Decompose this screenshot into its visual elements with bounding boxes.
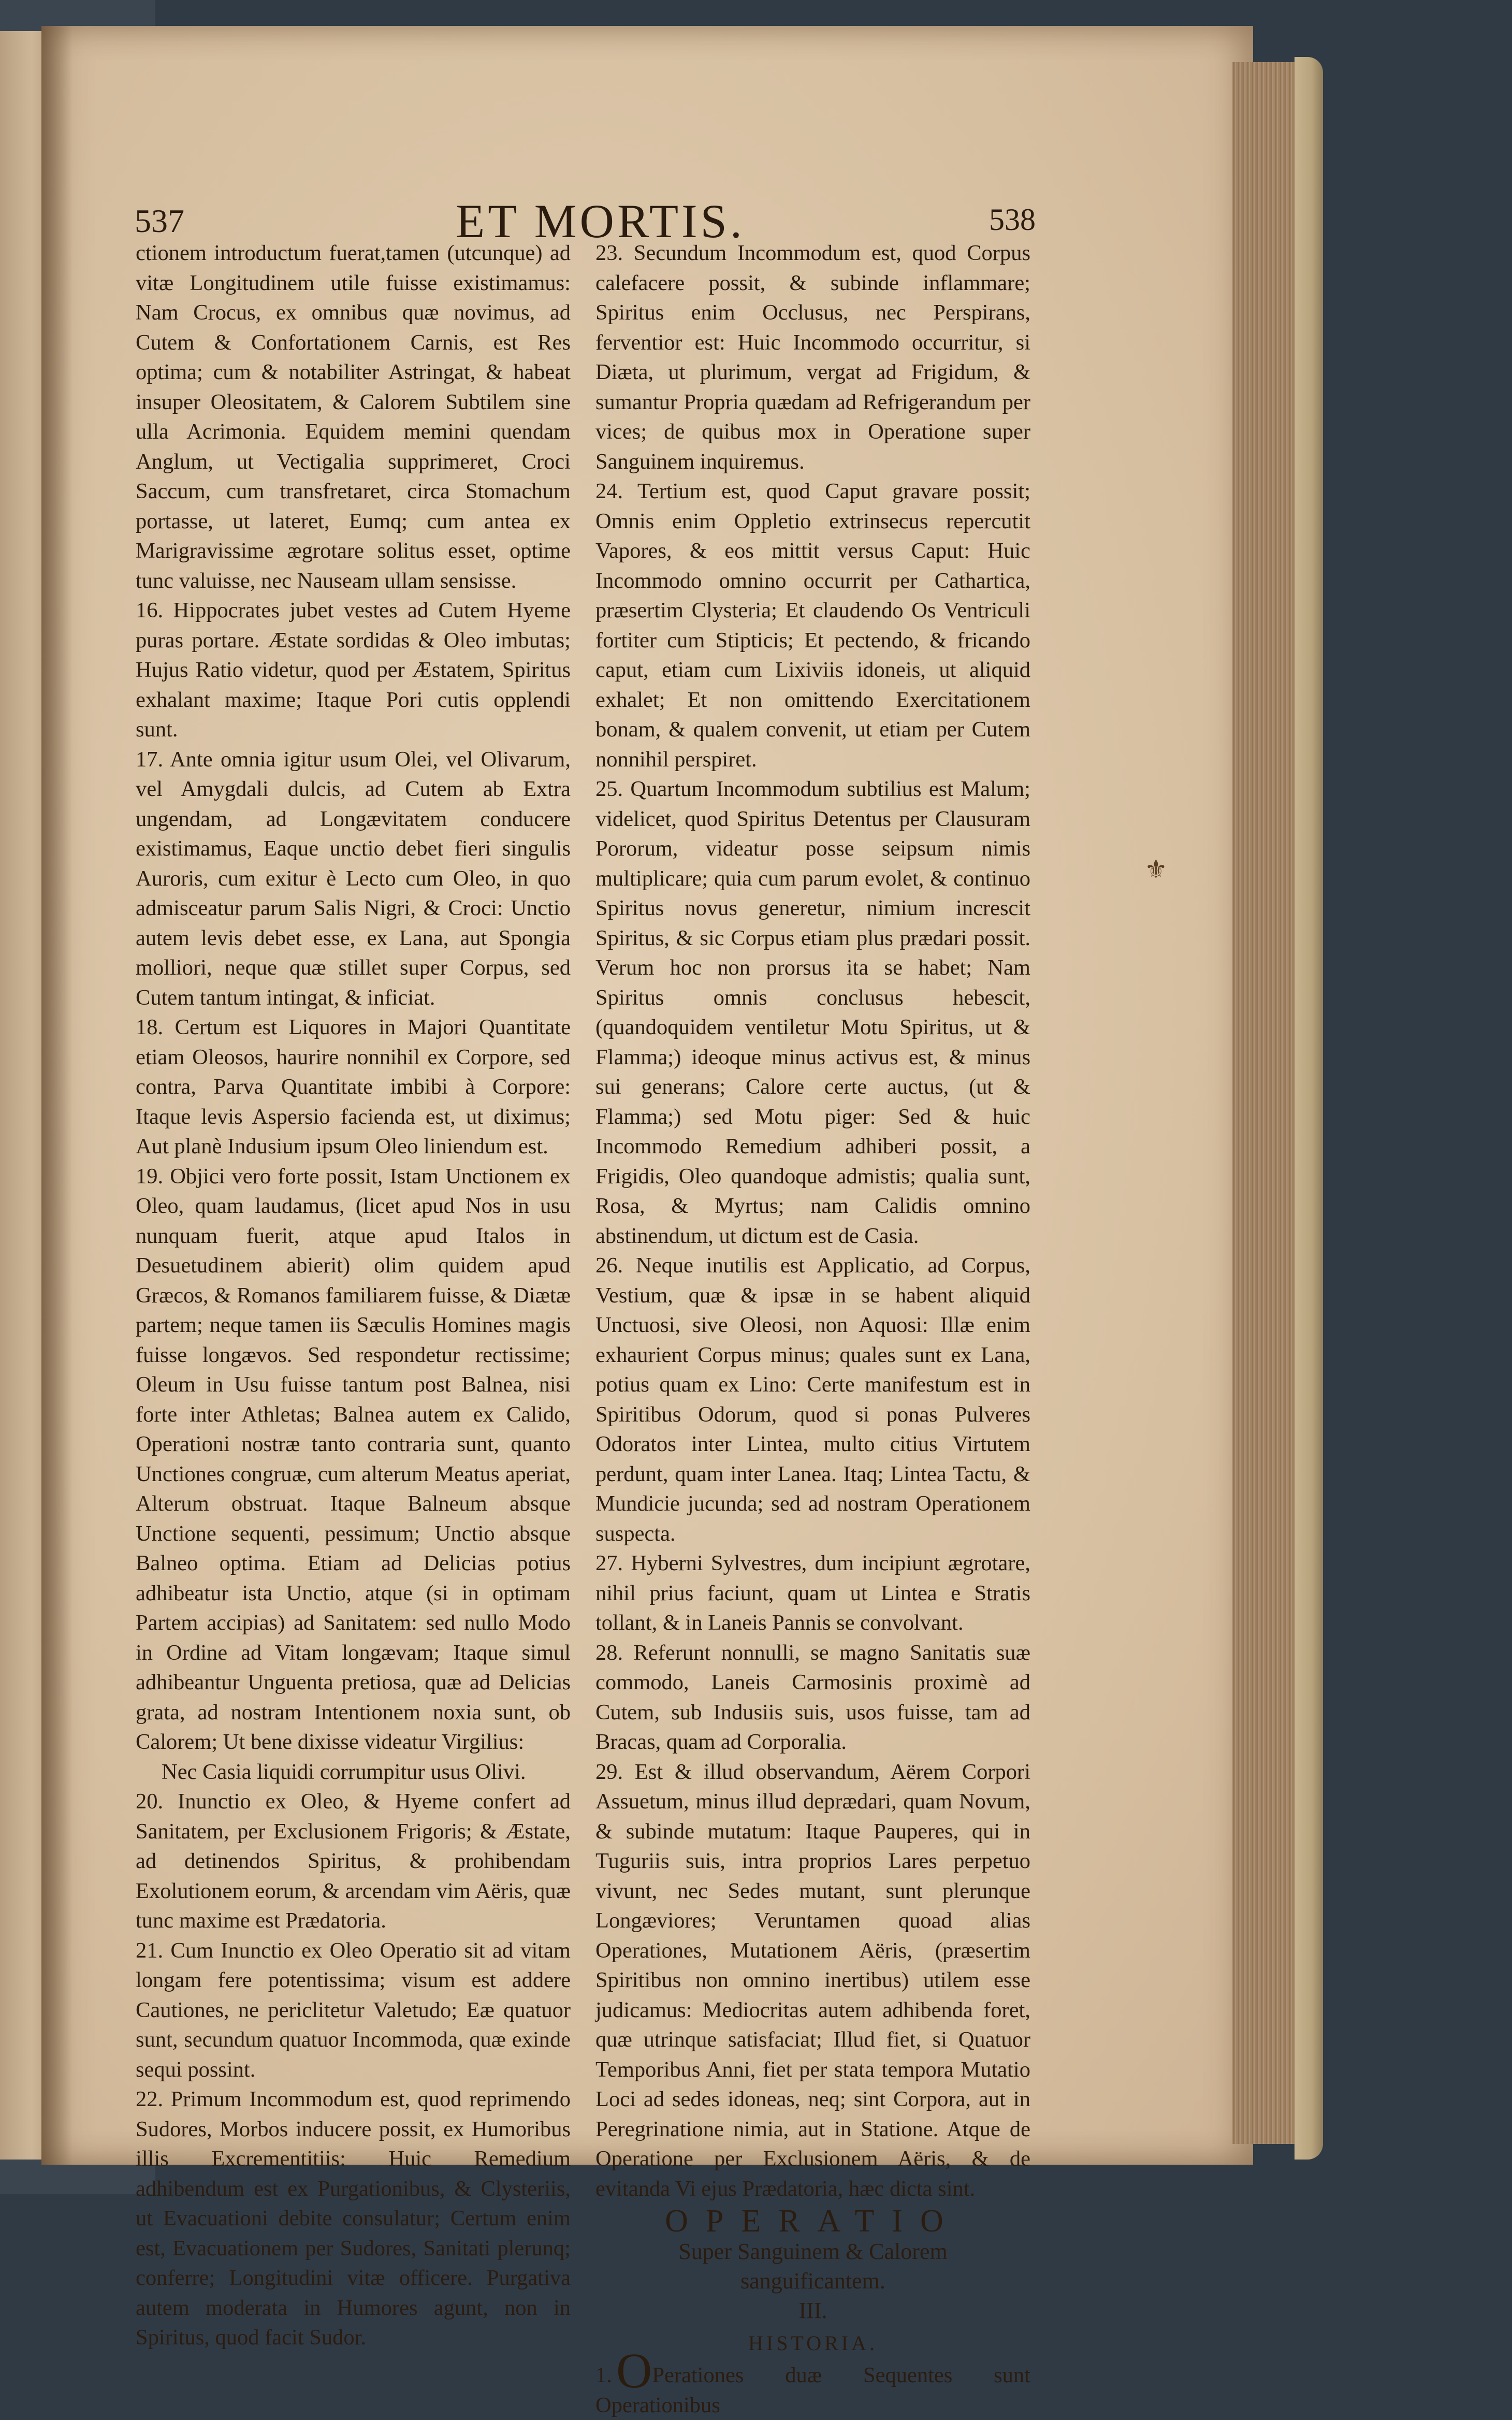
- paragraph: 23. Secundum Incommodum est, quod Corpus calefacere possit, & subinde inflammare; Spiritus enim Occlusus, nec Perspirans, ferventior est: Huic Incommodo occurritur, si Diæta, ut plurimum, vergat ad Frigidum, & sumantur Propria quædam ad Refrigerandum per vices; de quibus mox in Operatione super Sanguinem inquiremus.: [595, 241, 1030, 474]
- margin-ornament-icon: ⚜: [1144, 855, 1168, 884]
- page-edges: [1232, 62, 1305, 2144]
- paragraph-number: 1.: [595, 2363, 612, 2387]
- page-number-right: 538: [989, 202, 1036, 237]
- paragraph: 25. Quartum Incommodum subtilius est Malum; videlicet, quod Spiritus Detentus per Clausuram Pororum, videatur posse seipsum nimis multiplicare; quia cum parum evolet, & continuo Spiritus novus generetur, nimium increscit Spiritus, & sic Corpus etiam plus prædari possit. Verum hoc non prorsus ita se habet; Nam Spiritus omnis conclusus hebescit, (quandoquidem ventiletur Motu Spiritus, ut & Flamma;) ideoque minus activus est, & minus sui generans; Calore certe auctus, (ut & Flamma;) sed Motu piger: Sed & huic Incommodo Remedium adhiberi possit, a Frigidis, Oleo quandoque admistis; qualia sunt, Rosa, & Myrtus; nam Calidis omnino abstinendum, ut dictum est de Casia.: [595, 777, 1030, 1248]
- running-header: [135, 195, 1036, 248]
- paragraph: 27. Hyberni Sylvestres, dum incipiunt ægrotare, nihil prius faciunt, quam ut Lintea e Stratis tollant, & in Laneis Pannis se convolvant.: [595, 1551, 1030, 1635]
- running-title: ET MORTIS.: [456, 195, 745, 248]
- paragraph: 28. Referunt nonnulli, se magno Sanitatis suæ commodo, Laneis Carmosinis proximè ad Cutem, sub Indusiis suis, usos fuisse, tam ad Bracas, quam ad Corporalia.: [595, 1640, 1030, 1754]
- verse-quote: Nec Casia liquidi corrumpitur usus Olivi.: [162, 1759, 526, 1784]
- paragraph: 26. Neque inutilis est Applicatio, ad Corpus, Vestium, quæ & ipsæ in se habent aliquid Unctuosi, sive Oleosi, non Aquosi: Illæ enim exhaurient Corpus minus; quales sunt ex Lana, potius quam ex Lino: Certe manifestum est in Spiritibus Odorum, quod si ponas Pulveres Odoratos inter Lintea, multo citius Virtutem perdunt, quam inter Lanea. Itaq; Lintea Tactu, & Mundicie jucunda; sed ad nostram Operationem suspecta.: [595, 1253, 1030, 1546]
- page-number-left: 537: [135, 202, 184, 239]
- paragraph: 24. Tertium est, quod Caput gravare possit; Omnis enim Oppletio extrinsecus repercutit Vapores, & eos mittit versus Caput: Huic Incommodo omnino occurrit per Cathartica, præsertim Clysteria; Et claudendo Os Ventriculi fortiter cum Stipticis; Et pectendo, & fricando caput, etiam cum Lixiviis idoneis, ut aliquid exhalet; Et non omittendo Exercitationem bonam, & qualem convenit, ut etiam per Cutem nonnihil perspiret.: [595, 479, 1030, 772]
- paragraph: ctionem introductum fuerat,tamen (utcunque) ad vitæ Longitudinem utile fuisse existimamus: Nam Crocus, ex omnibus quæ novimus, ad Cutem & Confortationem Carnis, est Res optima; cum & notabiliter Astringat, & habeat insuper Oleositatem, & Calorem Subtilem sine ulla Acrimonia. Equidem memini quendam Anglum, ut Vectigalia supprimeret, Croci Saccum, cum transfretaret, circa Stomachum portasse, ut lateret, Eumq; cum antea ex Marigravissime ægrotare solitus esset, optime tunc valuisse, nec Nauseam ullam sensisse.: [136, 241, 571, 593]
- paragraph: 22. Primum Incommodum est, quod reprimendo Sudores, Morbos inducere possit, ex Humoribus illis Excrementitiis: Huic Remedium adhibendum est ex Purgationibus, & Clysteriis, ut Evacuationi debite consulatur; Certum enim est, Evacuationem per Sudores, Sanitati plerunq; conferre; Longitudini vitæ officere. Purgativa autem moderata in Humores agunt, non in Spiritus, quod facit Sudor.: [136, 2087, 571, 2350]
- drop-capital: O: [616, 2343, 652, 2398]
- section-label: HISTORIA.: [748, 2331, 878, 2355]
- section-subheading-line-1: Super Sanguinem & Calorem: [678, 2238, 948, 2264]
- section-subheading-line-2: sanguificantem.: [740, 2268, 885, 2294]
- first-paragraph-text: Perationes duæ Sequentes sunt Operationibus: [595, 2363, 1030, 2417]
- book-cover-edge: [1295, 57, 1323, 2160]
- paragraph: 21. Cum Inunctio ex Oleo Operatio sit ad vitam longam fere potentissima; visum est addere Cautiones, ne periclitetur Valetudo; Eæ quatuor sunt, secundum quatuor Incommoda, quæ exinde sequi possint.: [136, 1938, 571, 2082]
- page-gutter-shadow: [41, 26, 72, 2165]
- paragraph: 16. Hippocrates jubet vestes ad Cutem Hyeme puras portare. Æstate sordidas & Oleo imbutas; Hujus Ratio videtur, quod per Æstatem, Spiritus exhalant maxime; Itaque Pori cutis opplendi sunt.: [136, 598, 571, 742]
- paragraph: 18. Certum est Liquores in Majori Quantitate etiam Oleosos, haurire nonnihil ex Corpore, sed contra, Parva Quantitate imbibi à Corpore: Itaque levis Aspersio facienda est, ut diximus; Aut planè Indusium ipsum Oleo liniendum est.: [136, 1015, 571, 1158]
- paragraph: 20. Inunctio ex Oleo, & Hyeme confert ad Sanitatem, per Exclusionem Frigoris; & Æstate, ad detinendos Spiritus, & prohibendam Exolutionem eorum, & arcendam vim Aëris, quæ tunc maxime est Prædatoria.: [136, 1789, 571, 1933]
- paragraph: 17. Ante omnia igitur usum Olei, vel Olivarum, vel Amygdali dulcis, ad Cutem ab Extra ungendam, ad Longævitatem conducere existimamus, Eaque unctio debet fieri singulis Auroris, cum exitur è Lecto cum Oleo, in quo admisceatur parum Salis Nigri, & Croci: Unctio autem levis debet esse, ex Lana, aut Spongia molliori, neque quæ stillet super Corpus, sed Cutem tantum intingat, & inficiat.: [136, 747, 571, 1010]
- paragraph: 29. Est & illud observandum, Aërem Corpori Assuetum, minus illud deprædari, quam Novum, & subinde mutatum: Itaque Pauperes, qui in Tuguriis suis, intra proprios Lares perpetuo vivunt, nec Sedes mutant, sunt plerunque Longæviores; Veruntamen quoad alias Operationes, Mutationem Aëris, (præsertim Spiritibus non omnino inertibus) utilem esse judicamus: Mediocritas autem adhibenda foret, quæ utrinque satisfaciat; Illud fiet, si Quatuor Temporibus Anni, fiet per stata tempora Mutatio Loci ad sedes idoneas, neq; sint Corpora, aut in Peregrinatione nimia, aut in Statione. Atque de Operatione per Exclusionem Aëris, & de evitanda Vi ejus Prædatoria, hæc dicta sint.: [595, 1759, 1030, 2201]
- section-heading: OPERATIO: [665, 2204, 961, 2239]
- right-column: [595, 238, 1030, 2420]
- section-number: III.: [798, 2297, 827, 2323]
- paragraph: 19. Objici vero forte possit, Istam Unctionem ex Oleo, quam laudamus, (licet apud Nos in usu nunquam fuerit, atque apud Italos in Desuetudinem abierit) olim quidem apud Græcos, & Romanos familiarem fuisse, & Diætæ partem; neque tamen iis Sæculis Homines magis fuisse longævos. Sed respondetur rectissime; Oleum in Usu fuisse tantum post Balnea, nisi forte inter Athletas; Balnea autem ex Calido, Operationi nostræ tanto contraria sunt, quanto Unctiones congruæ, cum alterum Meatus aperiat, Alterum obstruat. Itaque Balneum absque Unctione sequenti, pessimum; Unctio absque Balneo optima. Etiam ad Delicias potius adhibeatur ista Unctio, atque (si in optimam Partem accipias) ad Sanitatem: sed nullo Modo in Ordine ad Vitam longævam; Itaque simul adhibeantur Unguenta pretiosa, quæ ad Delicias grata, ad nostram Intentionem noxia sunt, ob Calorem; Ut bene dixisse videatur Virgilius:: [136, 1164, 571, 1754]
- left-column: [136, 238, 571, 2353]
